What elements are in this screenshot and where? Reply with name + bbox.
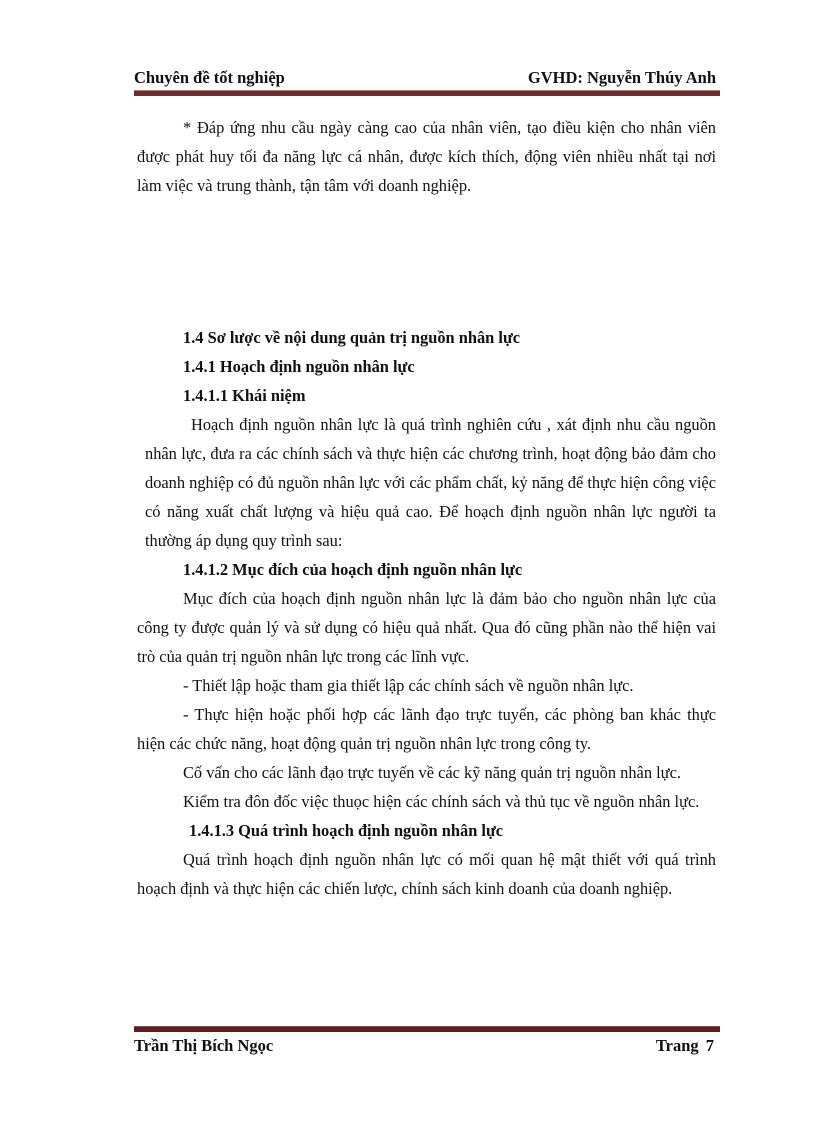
header-rule — [134, 90, 720, 96]
concept-paragraph: Hoạch định nguồn nhân lực là quá trình nghiên cứu , xát định nhu cầu nguồn nhân lực, đưa ra các chính sách và thực hiện các chương trình, hoạt động bảo đảm cho doanh nghiệp có đủ nguồn nhân lực với các phẩm chất, kỷ năng để thực hiện công việc có năng xuất chất lượng và hiệu quả cao. Để hoạch định nguồn nhân lực người ta thường áp dụng quy trình sau: — [145, 415, 716, 550]
process-paragraph: Quá trình hoạch định nguồn nhân lực có mối quan hệ mật thiết với quá trình hoạch định và thực hiện các chiến lược, chính sách kinh doanh của doanh nghiệp. — [137, 850, 716, 898]
page-number: Trang 7 — [655, 1036, 714, 1055]
intro-paragraph: * Đáp ứng nhu cầu ngày càng cao của nhân viên, tạo điều kiện cho nhân viên được phát huy tối đa năng lực cá nhân, được kích thích, động viên nhiều nhất tại nơi làm việc và trung thành, tận tâm với doanh nghiệp. — [137, 118, 716, 195]
page-header — [134, 66, 720, 88]
page-body — [137, 113, 716, 903]
purpose-item-1: - Thiết lập hoặc tham gia thiết lập các chính sách về nguồn nhân lực. — [183, 676, 634, 695]
header-document-type: Chuyên đề tốt nghiệp — [134, 68, 285, 87]
heading-1-4-1-3: 1.4.1.3 Quá trình hoạch định nguồn nhân lực — [189, 821, 504, 840]
footer-rule — [134, 1026, 720, 1032]
heading-1-4-1: 1.4.1 Hoạch định nguồn nhân lực — [183, 357, 415, 376]
blank-space — [137, 200, 716, 323]
purpose-item-4: Kiểm tra đôn đốc việc thuọc hiện các chính sách và thủ tục về nguồn nhân lực. — [183, 792, 700, 811]
footer-author: Trần Thị Bích Ngọc — [134, 1036, 274, 1055]
purpose-item-3: Cố vấn cho các lãnh đạo trực tuyến về các kỹ năng quản trị nguồn nhân lực. — [183, 763, 681, 782]
heading-1-4-1-2: 1.4.1.2 Mục đích của hoạch định nguồn nhân lực — [183, 560, 523, 579]
heading-1-4-1-1: 1.4.1.1 Khái niệm — [183, 386, 306, 405]
purpose-paragraph: Mục đích của hoạch định nguồn nhân lực là đảm bảo cho nguồn nhân lực của công ty được quản lý và sử dụng có hiệu quả nhất. Qua đó cũng phần nào thể hiện vai trò của quản trị nguồn nhân lực trong các lĩnh vực. — [137, 589, 716, 666]
heading-1-4: 1.4 Sơ lược về nội dung quản trị nguồn nhân lực — [183, 328, 521, 347]
purpose-item-2: - Thực hiện hoặc phối hợp các lãnh đạo trực tuyến, các phòng ban khác thực hiện các chức năng, hoạt động quản trị nguồn nhân lực trong công ty. — [137, 705, 716, 753]
page-footer — [134, 1036, 720, 1058]
header-supervisor: GVHD: Nguyễn Thúy Anh — [527, 68, 716, 87]
